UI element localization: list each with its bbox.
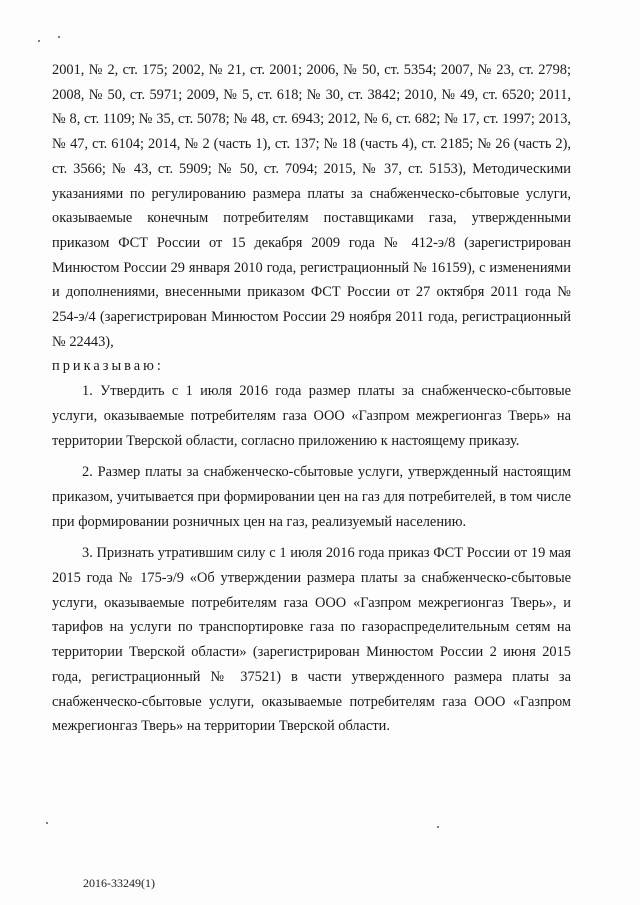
paragraph-item-2: 2. Размер платы за снабженческо-сбытовые услуги, утвержденный настоящим приказом, учитывается при формировании цен на газ для потребителей, в том числе при формировании розничных цен на газ, реализуемый населению. [52, 464, 571, 530]
scan-speck [437, 826, 439, 828]
paragraph-order-word: приказываю: [52, 358, 164, 375]
paragraph-item-1: 1. Утвердить с 1 июля 2016 года размер платы за снабженческо-сбытовые услуги, оказываемые потребителям газа ООО «Газпром межрегионгаз Тверь» на территории Тверской области, согласно приложению к настоящему приказу. [52, 383, 571, 449]
document-registration-code: 2016-33249(1) [83, 876, 155, 890]
paragraph-item-3: 3. Признать утратившим силу с 1 июля 2016 года приказ ФСТ России от 19 мая 2015 года № 175-э/9 «Об утверждении размера платы за снабженческо-сбытовые услуги, оказываемые потребителям газа ООО «Газпром межрегионгаз Тверь», и тарифов на услуги по транспортировке газа по газораспределительным сетям на территории Тверской области» (зарегистрирован Минюстом России 2 июня 2015 года, регистрационный № 37521) в части утвержденного размера платы за снабженческо-сбытовые услуги, оказываемые потребителям газа ООО «Газпром межрегионгаз Тверь» на территории Тверской области. [52, 545, 571, 735]
scan-speck [46, 822, 48, 824]
paragraph-legal-references: 2001, № 2, ст. 175; 2002, № 21, ст. 2001; 2006, № 50, ст. 5354; 2007, № 23, ст. 2798; 2008, № 50, ст. 5971; 2009, № 5, ст. 618; № 30, ст. 3842; 2010, № 49, ст. 6520; 2011, № 8, ст. 1109; № 35, ст. 5078; № 48, ст. 6943; 2012, № 6, ст. 682; № 17, ст. 1997; 2013, № 47, ст. 6104; 2014, № 2 (часть 1), ст. 137; № 18 (часть 4), ст. 2185; № 26 (часть 2), ст. 3566; № 43, ст. 5909; № 50, ст. 7094; 2015, № 37, ст. 5153), Методическими указаниями по регулированию размера платы за снабженческо-сбытовые услуги, оказываемые конечным потребителям поставщиками газа, утвержденными приказом ФСТ России от 15 декабря 2009 года № 412-э/8 (зарегистрирован Минюстом России 29 января 2010 года, регистрационный № 16159), с изменениями и дополнениями, внесенными приказом ФСТ России от 27 октября 2011 года № 254-э/4 (зарегистрирован Минюстом России 29 ноября 2011 года, регистрационный № 22443), [52, 62, 571, 350]
scan-speck [58, 36, 60, 38]
scan-speck [38, 40, 40, 42]
document-body [52, 58, 571, 739]
